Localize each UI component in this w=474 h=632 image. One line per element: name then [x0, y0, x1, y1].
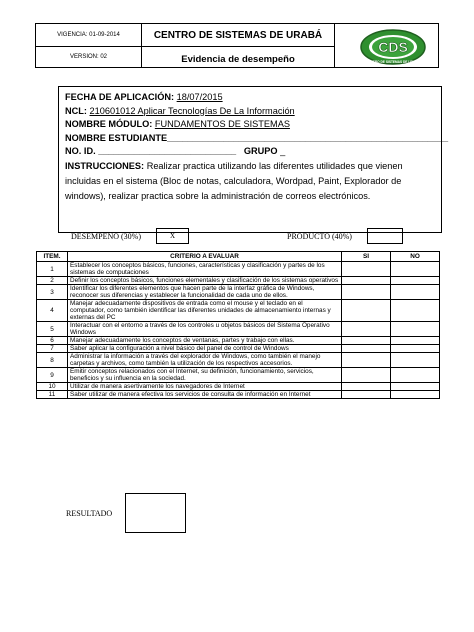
- criterio-text: Emitir conceptos relacionados con el Internet, su definición, funcionamiento, servicios, beneficios y su influencia en la sociedad.: [68, 368, 342, 383]
- si-cell[interactable]: [342, 277, 391, 285]
- logo-text: CDS: [378, 39, 408, 55]
- table-row: [37, 300, 440, 322]
- col-si-header: SI: [342, 252, 391, 262]
- no-cell[interactable]: [391, 368, 440, 383]
- fecha-row: [65, 91, 435, 105]
- fecha-label: FECHA DE APLICACIÓN:: [65, 92, 175, 102]
- si-cell[interactable]: [342, 300, 391, 322]
- table-header-row: [37, 252, 440, 262]
- noid-line[interactable]: ___________________________: [98, 146, 237, 156]
- desempeno-label: DESEMPEÑO (30%): [71, 232, 141, 241]
- table-row: [37, 353, 440, 368]
- criterio-text: Manejar adecuadamente dispositivos de entrada como el mouse y el teclado en el computador, como también identificar las diferentes unidades de almacenamiento internas y externas del PC: [68, 300, 342, 322]
- no-cell[interactable]: [391, 322, 440, 337]
- ncl-label: NCL:: [65, 105, 87, 116]
- col-criterio-header: CRITERIO A EVALUAR: [68, 252, 342, 262]
- si-cell[interactable]: [342, 337, 391, 345]
- si-cell[interactable]: [342, 353, 391, 368]
- criterio-text: Manejar adecuadamente los conceptos de ventanas, partes y trabajo con ellas.: [68, 337, 342, 345]
- document-header: [35, 23, 439, 68]
- modulo-value: FUNDAMENTOS DE SISTEMAS: [154, 119, 290, 129]
- item-number: 9: [37, 368, 68, 383]
- si-cell[interactable]: [342, 383, 391, 391]
- item-number: 3: [37, 285, 68, 300]
- si-cell[interactable]: [342, 285, 391, 300]
- estudiante-line[interactable]: _______________________________________________________: [167, 132, 449, 143]
- no-cell[interactable]: [391, 383, 440, 391]
- vigencia-text: VIGENCIA: 01-09-2014: [57, 32, 120, 38]
- si-cell[interactable]: [342, 391, 391, 399]
- item-number: 4: [37, 300, 68, 322]
- criteria-table: [36, 251, 440, 399]
- no-cell[interactable]: [391, 353, 440, 368]
- logo-ring-text: CENTRO DE SISTEMAS DE URABÁ: [366, 60, 420, 64]
- item-number: 7: [37, 345, 68, 353]
- noid-label: NO. ID.: [65, 146, 96, 156]
- table-row: [37, 383, 440, 391]
- fecha-value: 18/07/2015: [176, 92, 223, 102]
- table-row: [37, 285, 440, 300]
- item-number: 8: [37, 353, 68, 368]
- no-cell[interactable]: [391, 277, 440, 285]
- table-row: [37, 322, 440, 337]
- criterio-text: Identificar los diferentes elementos que hacen parte de la interfaz gráfica de Windows, reconocer sus diferencias y establecer la funcionalidad de cada uno de ellos.: [68, 285, 342, 300]
- resultado-box[interactable]: [125, 493, 186, 533]
- modulo-row: [65, 118, 435, 132]
- version-text: VERSION: 02: [69, 54, 107, 60]
- instrucciones-label: INSTRUCCIONES:: [65, 160, 145, 171]
- instrucciones-paragraph: [65, 159, 435, 204]
- no-cell[interactable]: [391, 285, 440, 300]
- item-number: 5: [37, 322, 68, 337]
- info-box: [58, 86, 449, 233]
- criterio-text: Definir los conceptos básicos, funciones elementales y clasificación de los sistemas operativos: [68, 277, 342, 285]
- criterio-text: Administrar la información a través del explorador de Windows, como también el manejo carpetas y archivos, como también la utilización de los respectivos accesorios.: [68, 353, 342, 368]
- noid-row: [65, 145, 435, 159]
- table-row: [37, 391, 440, 399]
- table-row: [37, 368, 440, 383]
- producto-label: PRODUCTO (40%): [287, 232, 352, 241]
- document-subtitle: Evidencia de desempeño: [181, 53, 295, 65]
- si-cell[interactable]: [342, 262, 391, 277]
- table-row: [37, 262, 440, 277]
- item-number: 11: [37, 391, 68, 399]
- criterio-text: Establecer los conceptos básicos, funciones, características y clasificación y partes de los sistemas de computaciones: [68, 262, 342, 277]
- no-cell[interactable]: [391, 345, 440, 353]
- producto-box[interactable]: [367, 228, 403, 244]
- col-item-header: ITEM.: [37, 252, 68, 262]
- estudiante-label: NOMBRE ESTUDIANTE: [65, 132, 168, 143]
- table-row: [37, 277, 440, 285]
- ncl-value: 210601012 Aplicar Tecnologías De La Información: [89, 105, 295, 116]
- item-number: 2: [37, 277, 68, 285]
- item-number: 10: [37, 383, 68, 391]
- grupo-line[interactable]: _: [280, 146, 286, 156]
- criterio-text: Saber aplicar la configuración a nivel básico del panel de control de Windows: [68, 345, 342, 353]
- estudiante-row: [65, 132, 449, 146]
- item-number: 6: [37, 337, 68, 345]
- criterio-text: Interactuar con el entorno a través de los controles u objetos básicos del Sistema Operativo Windows: [68, 322, 342, 337]
- si-cell[interactable]: [342, 322, 391, 337]
- desempeno-box[interactable]: X: [156, 228, 189, 244]
- item-number: 1: [37, 262, 68, 277]
- si-cell[interactable]: [342, 345, 391, 353]
- instrucciones-text: Realizar practica utilizando las diferentes utilidades que vienen incluidas en el sistema (Bloc de notas, calculadora, Wordpad, Paint, Explorador de windows), realizar practica sobre la administración de correos electrónicos.: [65, 160, 403, 201]
- no-cell[interactable]: [391, 391, 440, 399]
- table-row: [37, 345, 440, 353]
- criterio-text: Utilizar de manera asertivamente los navegadores de Internet: [68, 383, 342, 391]
- cds-logo: [359, 28, 427, 66]
- no-cell[interactable]: [391, 300, 440, 322]
- no-cell[interactable]: [391, 262, 440, 277]
- institution-title: CENTRO DE SISTEMAS DE URABÁ: [153, 29, 323, 41]
- si-cell[interactable]: [342, 368, 391, 383]
- criteria-body: [37, 262, 440, 399]
- col-no-header: NO: [391, 252, 440, 262]
- no-cell[interactable]: [391, 337, 440, 345]
- grupo-label: GRUPO: [243, 146, 278, 156]
- modulo-label: NOMBRE MÓDULO:: [65, 119, 153, 129]
- ncl-row: [65, 105, 435, 119]
- criterio-text: Saber utilizar de manera efectiva los servicios de consulta de información en Internet: [68, 391, 342, 399]
- resultado-label: RESULTADO: [66, 509, 113, 518]
- table-row: [37, 337, 440, 345]
